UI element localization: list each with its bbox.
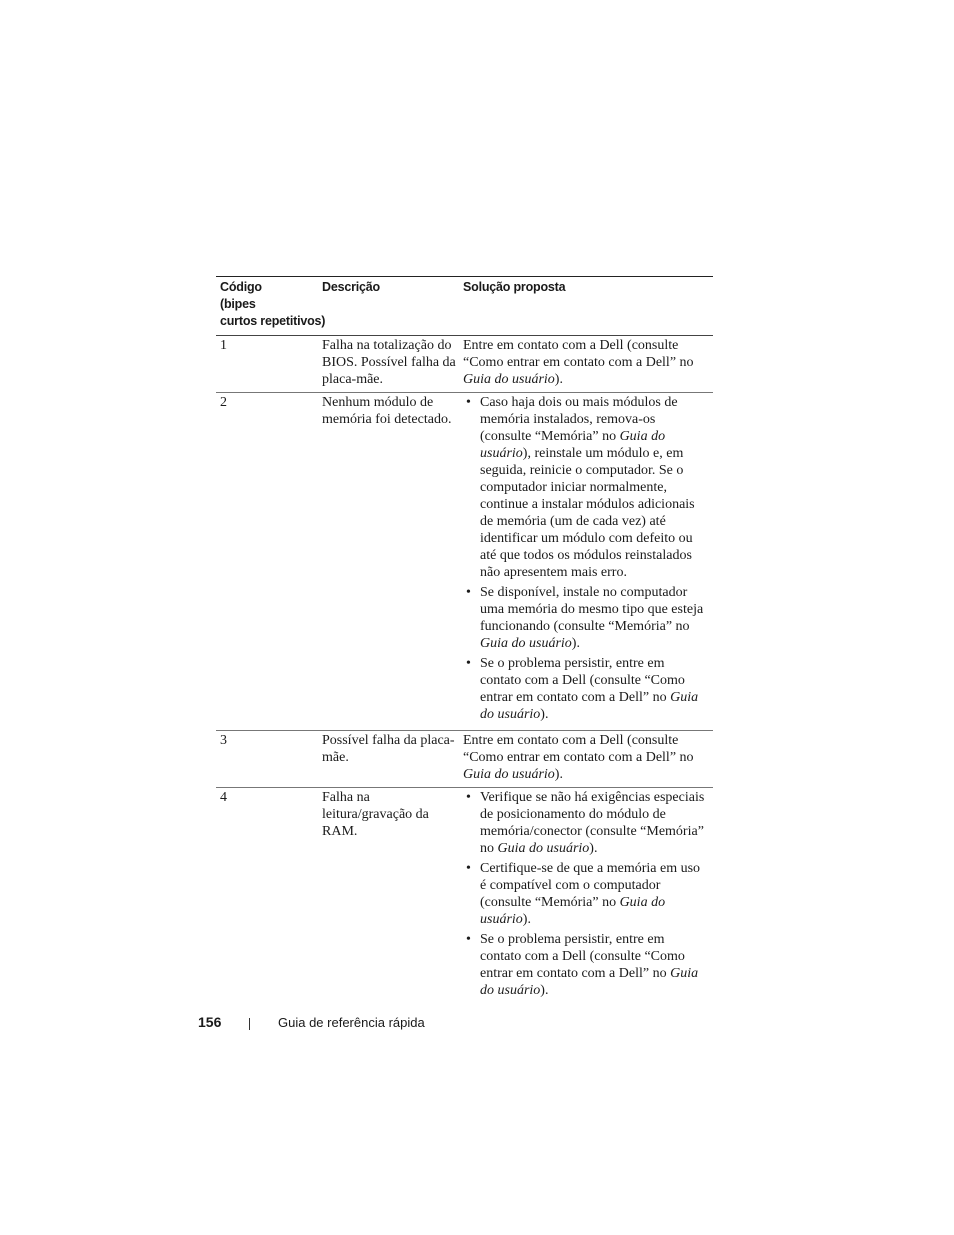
solution-cell (459, 788, 713, 1007)
solution-cell (459, 393, 713, 731)
solution-cell (459, 731, 713, 788)
solution-text: Caso haja dois ou mais módulos de memória instalados, remova-os (consulte “Memória” no (480, 395, 678, 444)
table-header-row (216, 277, 713, 336)
description-cell: Falha na leitura/gravação da RAM. (322, 790, 429, 839)
running-title: Guia de referência rápida (278, 1015, 425, 1030)
solution-text: Verifique se não há exigências especiais de posicionamento do módulo de memória/conector (consulte “Memória” no (480, 790, 705, 856)
beep-codes-table (216, 276, 713, 1006)
list-item (463, 789, 709, 857)
header-code-line: curtos repetitivos) (220, 314, 326, 328)
description-cell: Falha na totalização do BIOS. Possível falha da placa-mãe. (322, 338, 456, 387)
list-item (463, 584, 709, 652)
guide-reference: Guia do usuário (480, 636, 572, 651)
code-cell: 3 (220, 733, 227, 748)
solution-text: Entre em contato com a Dell (consulte “Como entrar em contato com a Dell” no (463, 733, 694, 765)
solution-text: Se o problema persistir, entre em contato com a Dell (consulte “Como entrar em contato com a Dell” no (480, 932, 685, 981)
solution-cell (459, 336, 713, 393)
code-cell: 1 (220, 338, 227, 353)
header-solution: Solução proposta (463, 280, 566, 294)
solution-text: Certifique-se de que a memória em uso é compatível com o computador (consulte “Memória” no (480, 861, 701, 910)
table-row (216, 788, 713, 1007)
solution-text-end: ). (554, 372, 563, 387)
header-code-line: Código (220, 280, 262, 294)
table-row (216, 336, 713, 393)
code-cell: 2 (220, 395, 227, 410)
header-code-line: (bipes (220, 297, 256, 311)
guide-reference: Guia do usuário (463, 767, 555, 782)
solution-text-end: ). (554, 767, 563, 782)
table-row (216, 393, 713, 731)
solution-list (463, 394, 709, 723)
footer-divider (249, 1018, 250, 1030)
solution-text: Entre em contato com a Dell (consulte “Como entrar em contato com a Dell” no (463, 338, 694, 370)
solution-text-end: ). (571, 636, 580, 651)
description-cell: Possível falha da placa-mãe. (322, 733, 455, 765)
solution-text: Se o problema persistir, entre em contato com a Dell (consulte “Como entrar em contato com a Dell” no (480, 656, 685, 705)
guide-reference: Guia do usuário (480, 966, 699, 998)
guide-reference: Guia do usuário (480, 895, 666, 927)
guide-reference: Guia do usuário (497, 841, 590, 856)
guide-reference: Guia do usuário (480, 429, 666, 461)
table-row (216, 731, 713, 788)
code-cell: 4 (220, 790, 227, 805)
guide-reference: Guia do usuário (463, 372, 555, 387)
solution-text-end: ). (540, 707, 549, 722)
solution-text: Se disponível, instale no computador uma memória do mesmo tipo que esteja funcionando (consulte “Memória” no (480, 585, 704, 634)
solution-text-end: ). (522, 912, 531, 927)
list-item (463, 655, 709, 723)
solution-text-end: ). (589, 841, 598, 856)
guide-reference: Guia do usuário (480, 690, 699, 722)
list-item (463, 394, 709, 581)
solution-list (463, 789, 709, 999)
description-cell: Nenhum módulo de memória foi detectado. (322, 395, 452, 427)
solution-text-end: ). (540, 983, 549, 998)
header-code (216, 277, 326, 336)
page-number: 156 (198, 1014, 222, 1030)
header-description: Descrição (322, 280, 380, 294)
list-item (463, 860, 709, 928)
solution-text-end: ), reinstale um módulo e, em seguida, reinicie o computador. Se o computador iniciar normalmente, continue a instalar módulos adicionais de memória (um de cada vez) até identificar um módulo com defeito ou até que todos os módulos reinstalados não apresentem mais erro. (480, 446, 695, 580)
list-item (463, 931, 709, 999)
